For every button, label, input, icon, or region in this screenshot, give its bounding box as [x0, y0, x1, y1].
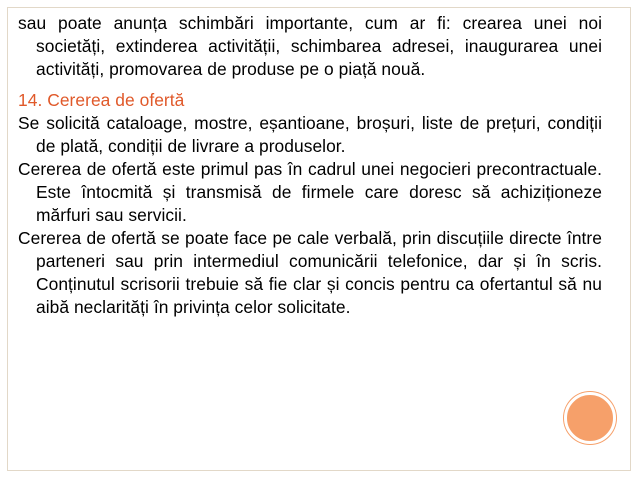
slide-content: [18, 12, 602, 319]
body-paragraph-3: Cererea de ofertă se poate face pe cale verbală, prin discuțiile directe între parteneri sau prin intermediul comunicării telefonice, dar și în scris. Conținutul scrisorii trebuie să fie clar și concis pentru ca ofertantul să nu aibă neclarități în privința celor solicitate.: [18, 228, 602, 317]
section-heading: 14. Cererea de ofertă: [18, 90, 185, 110]
slide-frame-bottom: [7, 470, 631, 471]
decorative-circle: [564, 392, 616, 444]
body-paragraph-2: Cererea de ofertă este primul pas în cadrul unei negocieri precontractuale. Este întocmită și transmisă de firmele care doresc să achiziționeze mărfuri sau servicii.: [18, 159, 602, 225]
slide-frame-left: [7, 7, 8, 471]
body-paragraph-1: Se solicită cataloage, mostre, eșantioane, broșuri, liste de prețuri, condiții de plată, condiții de livrare a produselor.: [18, 113, 602, 156]
slide-frame-right: [630, 7, 631, 471]
intro-paragraph: sau poate anunța schimbări importante, cum ar fi: crearea unei noi societăți, extinderea activității, schimbarea adresei, inaugurarea unei activități, promovarea de produse pe o piață nouă.: [18, 13, 602, 79]
slide-frame-top: [7, 7, 631, 8]
